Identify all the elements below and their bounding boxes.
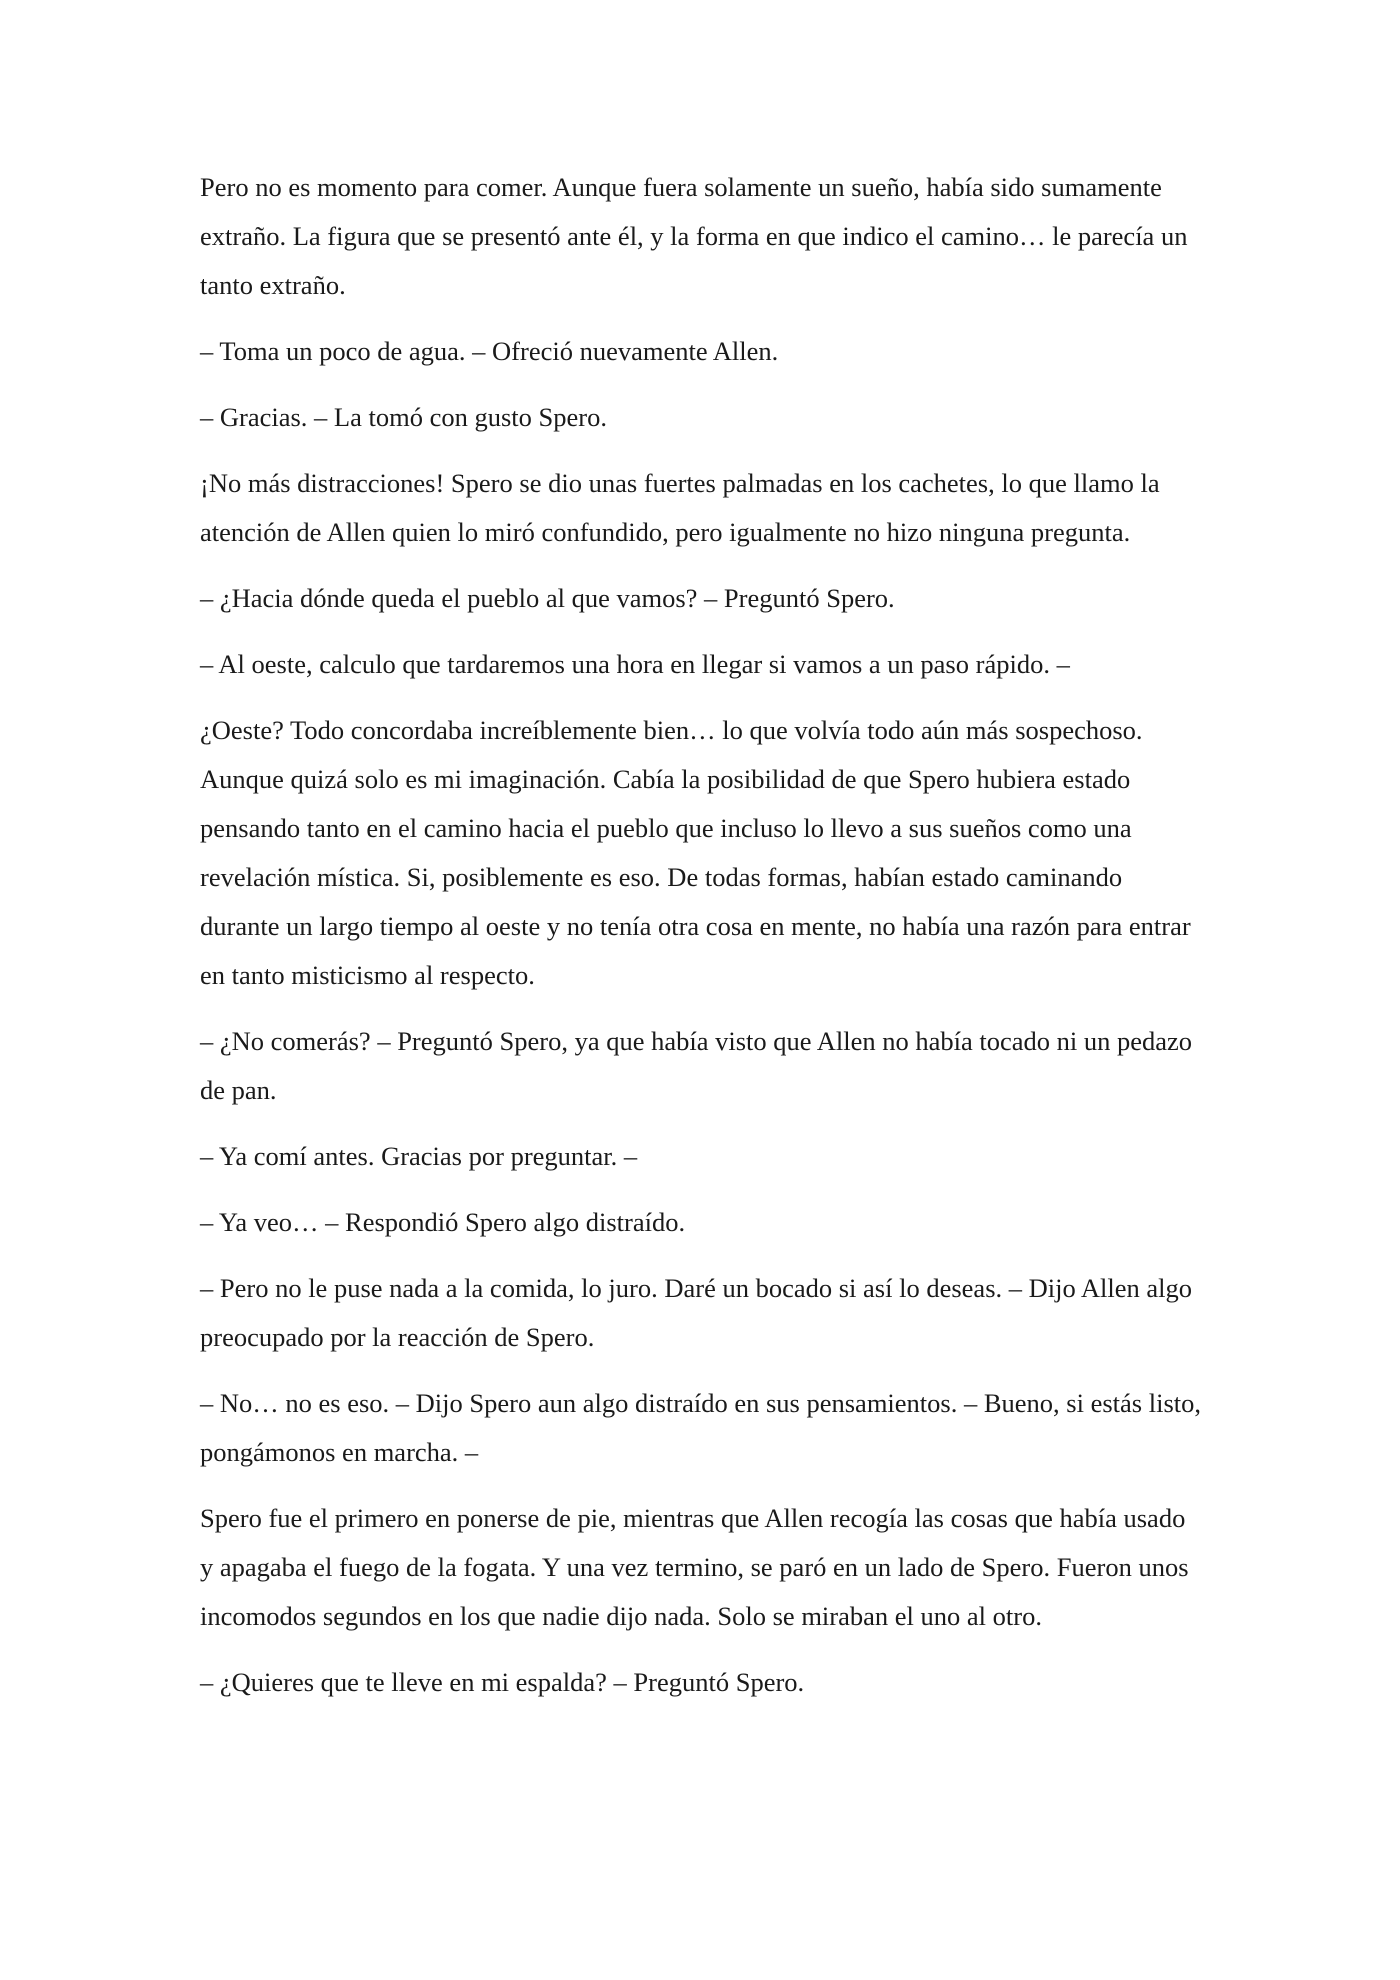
paragraph: – No… no es eso. – Dijo Spero aun algo distraído en sus pensamientos. – Bueno, si estás listo, pongámonos en marcha. – [200,1388,1202,1467]
paragraph: Spero fue el primero en ponerse de pie, mientras que Allen recogía las cosas que había usado y apagaba el fuego de la fogata. Y una vez termino, se paró en un lado de Spero. Fueron unos incomodos segundos en los que nadie dijo nada. Solo se miraban el uno al otro. [200,1503,1189,1631]
paragraph: Pero no es momento para comer. Aunque fuera solamente un sueño, había sido sumamente extraño. La figura que se presentó ante él, y la forma en que indico el camino… le parecía un tanto extraño. [200,172,1188,300]
paragraph: – Ya comí antes. Gracias por preguntar. – [200,1141,638,1171]
paragraph: – ¿Hacia dónde queda el pueblo al que vamos? – Preguntó Spero. [200,583,895,613]
paragraph: – ¿Quieres que te lleve en mi espalda? – Preguntó Spero. [200,1667,805,1697]
paragraph: – ¿No comerás? – Preguntó Spero, ya que había visto que Allen no había tocado ni un pedazo de pan. [200,1026,1193,1105]
document-body [200,163,1202,1724]
paragraph: – Gracias. – La tomó con gusto Spero. [200,402,607,432]
paragraph: ¡No más distracciones! Spero se dio unas fuertes palmadas en los cachetes, lo que llamo la atención de Allen quien lo miró confundido, pero igualmente no hizo ninguna pregunta. [200,468,1160,547]
paragraph: – Al oeste, calculo que tardaremos una hora en llegar si vamos a un paso rápido. – [200,649,1070,679]
paragraph: – Pero no le puse nada a la comida, lo juro. Daré un bocado si así lo deseas. – Dijo Allen algo preocupado por la reacción de Spero. [200,1273,1193,1352]
paragraph: – Ya veo… – Respondió Spero algo distraído. [200,1207,686,1237]
paragraph: ¿Oeste? Todo concordaba increíblemente bien… lo que volvía todo aún más sospechoso. Aunque quizá solo es mi imaginación. Cabía la posibilidad de que Spero hubiera estado pensando tanto en el camino hacia el pueblo que incluso lo llevo a sus sueños como una revelación mística. Si, posiblemente es eso. De todas formas, habían estado caminando durante un largo tiempo al oeste y no tenía otra cosa en mente, no había una razón para entrar en tanto misticismo al respecto. [200,715,1191,990]
paragraph: – Toma un poco de agua. – Ofreció nuevamente Allen. [200,336,779,366]
